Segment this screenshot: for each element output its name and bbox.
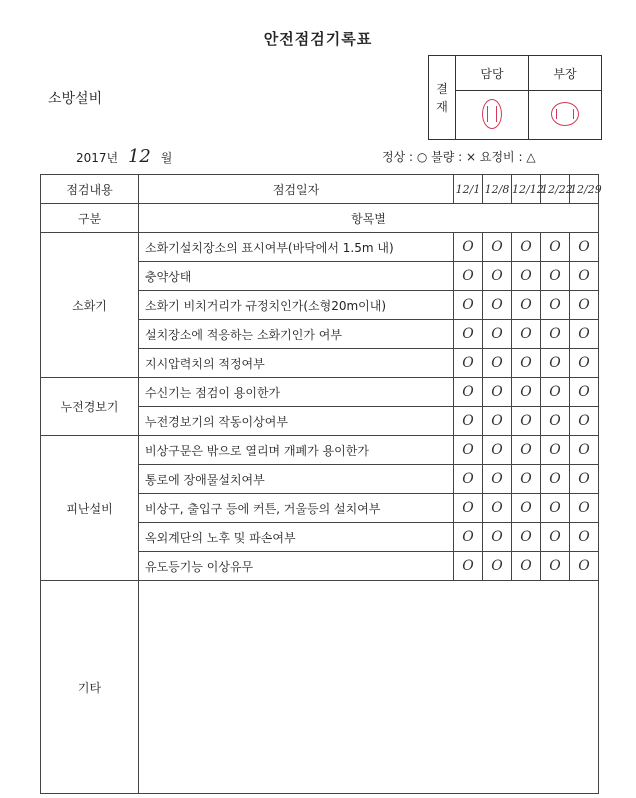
check-mark: O bbox=[512, 349, 541, 378]
check-mark: O bbox=[512, 436, 541, 465]
header-row bbox=[41, 175, 599, 204]
check-mark: O bbox=[570, 465, 599, 494]
date-cell: 12/12 bbox=[512, 175, 541, 204]
approval-label: 결 재 bbox=[429, 56, 456, 140]
table-row bbox=[41, 233, 599, 262]
check-mark: O bbox=[570, 523, 599, 552]
etc-label: 기타 bbox=[41, 581, 139, 794]
legend: 정상 : ○ 불량 : × 요정비 : △ bbox=[382, 150, 536, 164]
check-mark: O bbox=[512, 291, 541, 320]
check-mark: O bbox=[512, 262, 541, 291]
inspection-month: 2017년 12 월 bbox=[76, 146, 173, 167]
check-mark: O bbox=[483, 465, 512, 494]
manager-stamp-cell bbox=[529, 91, 602, 140]
check-mark: O bbox=[454, 494, 483, 523]
check-mark: O bbox=[570, 407, 599, 436]
check-mark: O bbox=[541, 320, 570, 349]
subheader-row bbox=[41, 204, 599, 233]
check-mark: O bbox=[541, 552, 570, 581]
date-cell: 12/22 bbox=[541, 175, 570, 204]
header-dates-label: 점검일자 bbox=[139, 175, 454, 204]
header-content: 점검내용 bbox=[41, 175, 139, 204]
check-mark: O bbox=[512, 552, 541, 581]
check-mark: O bbox=[570, 378, 599, 407]
date-cell: 12/29 bbox=[570, 175, 599, 204]
check-mark: O bbox=[454, 233, 483, 262]
check-mark: O bbox=[541, 436, 570, 465]
item-label: 누전경보기의 작동이상여부 bbox=[139, 407, 454, 436]
check-mark: O bbox=[483, 262, 512, 291]
department-label: 소방설비 bbox=[48, 91, 103, 107]
date-cell: 12/8 bbox=[483, 175, 512, 204]
item-label: 지시압력치의 적정여부 bbox=[139, 349, 454, 378]
check-mark: O bbox=[483, 552, 512, 581]
inspection-table bbox=[40, 174, 602, 794]
subheader-category: 구분 bbox=[41, 204, 139, 233]
date-cell: 12/1 bbox=[454, 175, 483, 204]
check-mark: O bbox=[454, 349, 483, 378]
item-label: 옥외계단의 노후 및 파손여부 bbox=[139, 523, 454, 552]
check-mark: O bbox=[512, 407, 541, 436]
table-row bbox=[41, 378, 599, 407]
document-title: 안전점검기록표 bbox=[263, 30, 373, 48]
check-mark: O bbox=[541, 465, 570, 494]
check-mark: O bbox=[454, 262, 483, 291]
check-mark: O bbox=[570, 349, 599, 378]
check-mark: O bbox=[512, 378, 541, 407]
category-cell: 소화기 bbox=[41, 233, 139, 378]
check-mark: O bbox=[483, 407, 512, 436]
subheader-items: 항목별 bbox=[139, 204, 599, 233]
check-mark: O bbox=[454, 465, 483, 494]
etc-row bbox=[41, 581, 599, 794]
item-label: 수신기는 점검이 용이한가 bbox=[139, 378, 454, 407]
check-mark: O bbox=[512, 233, 541, 262]
check-mark: O bbox=[541, 262, 570, 291]
check-mark: O bbox=[570, 320, 599, 349]
staff-seal-icon bbox=[482, 99, 502, 129]
check-mark: O bbox=[512, 494, 541, 523]
category-cell: 누전경보기 bbox=[41, 378, 139, 436]
check-mark: O bbox=[570, 552, 599, 581]
check-mark: O bbox=[483, 436, 512, 465]
check-mark: O bbox=[570, 291, 599, 320]
check-mark: O bbox=[483, 494, 512, 523]
check-mark: O bbox=[512, 320, 541, 349]
category-cell: 피난설비 bbox=[41, 436, 139, 581]
check-mark: O bbox=[541, 494, 570, 523]
item-label: 소화기 비치거리가 규정치인가(소형20m이내) bbox=[139, 291, 454, 320]
check-mark: O bbox=[570, 233, 599, 262]
check-mark: O bbox=[483, 320, 512, 349]
check-mark: O bbox=[541, 233, 570, 262]
check-mark: O bbox=[454, 436, 483, 465]
item-label: 유도등기능 이상유무 bbox=[139, 552, 454, 581]
role-manager: 부장 bbox=[529, 56, 602, 91]
check-mark: O bbox=[454, 523, 483, 552]
check-mark: O bbox=[483, 523, 512, 552]
item-label: 통로에 장애물설치여부 bbox=[139, 465, 454, 494]
role-staff: 담당 bbox=[456, 56, 529, 91]
item-label: 설치장소에 적응하는 소화기인가 여부 bbox=[139, 320, 454, 349]
check-mark: O bbox=[570, 436, 599, 465]
approval-box bbox=[428, 55, 602, 140]
item-label: 충약상태 bbox=[139, 262, 454, 291]
check-mark: O bbox=[483, 233, 512, 262]
check-mark: O bbox=[541, 378, 570, 407]
check-mark: O bbox=[454, 378, 483, 407]
check-mark: O bbox=[454, 552, 483, 581]
item-label: 소화기설치장소의 표시여부(바닥에서 1.5m 내) bbox=[139, 233, 454, 262]
check-mark: O bbox=[483, 378, 512, 407]
etc-notes-area bbox=[139, 581, 599, 794]
check-mark: O bbox=[570, 494, 599, 523]
item-label: 비상구문은 밖으로 열리며 개폐가 용이한가 bbox=[139, 436, 454, 465]
check-mark: O bbox=[541, 407, 570, 436]
check-mark: O bbox=[512, 523, 541, 552]
check-mark: O bbox=[483, 291, 512, 320]
check-mark: O bbox=[483, 349, 512, 378]
check-mark: O bbox=[512, 465, 541, 494]
check-mark: O bbox=[541, 523, 570, 552]
check-mark: O bbox=[454, 291, 483, 320]
check-mark: O bbox=[570, 262, 599, 291]
check-mark: O bbox=[454, 407, 483, 436]
staff-stamp-cell bbox=[456, 91, 529, 140]
check-mark: O bbox=[541, 349, 570, 378]
check-mark: O bbox=[454, 320, 483, 349]
table-row bbox=[41, 436, 599, 465]
check-mark: O bbox=[541, 291, 570, 320]
item-label: 비상구, 출입구 등에 커튼, 거울등의 설치여부 bbox=[139, 494, 454, 523]
manager-seal-icon bbox=[551, 102, 579, 126]
